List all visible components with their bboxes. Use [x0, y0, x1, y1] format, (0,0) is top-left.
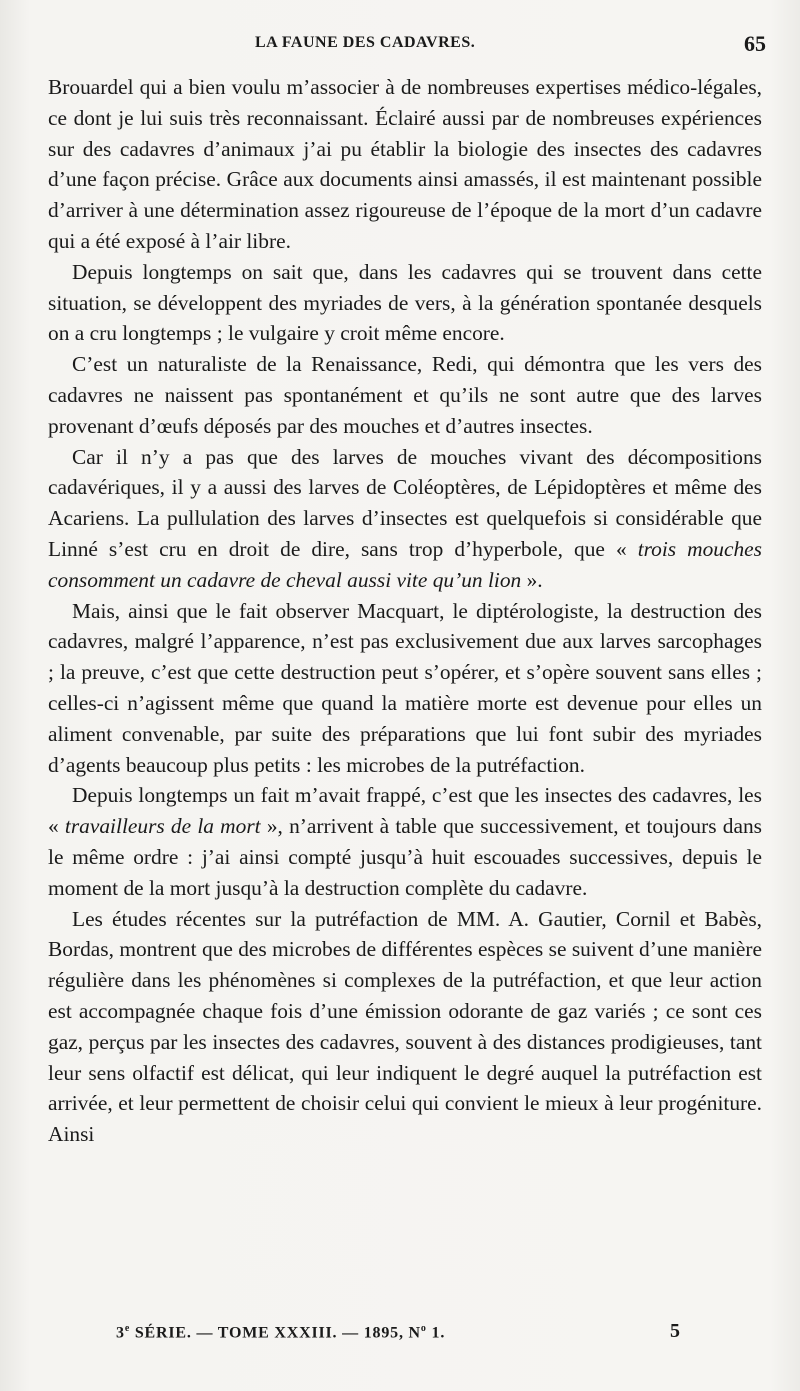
running-title: LA FAUNE DES CADAVRES.	[255, 34, 476, 51]
page-header	[0, 31, 800, 64]
text-segment: Car il n’y a pas que des larves de mouches vivant des décompositions cadavériques, il y a aussi des larves de Coléoptères, de Lépidoptères et même des Acariens. La pullulation des larves d’insectes est quelquefois si considérable que Linné s’est cru en droit de dire, sans trop d’hyperbole, que «	[48, 444, 762, 561]
signature-mark: 5	[670, 1320, 680, 1342]
page-number: 65	[744, 31, 766, 56]
italic-quote: trois mouches consomment un cadavre de cheval aussi vite qu’un lion	[48, 536, 762, 592]
italic-quote: travailleurs de la mort	[64, 814, 261, 839]
footer-signature-line: 3e SÉRIE. — TOME XXXIII. — 1895, $N^o$ 1.	[116, 1323, 446, 1342]
text-segment: ».	[521, 567, 543, 592]
paragraph	[48, 349, 762, 441]
text-segment: Mais, ainsi que le fait observer Macquart, le diptérologiste, la destruction des cadavres, malgré l’apparence, n’est pas exclusivement due aux larves sarcophages ; la preuve, c’est que cette destruction peut s’opérer, et s’opère souvent sans elles ; celles-ci n’agissent même que quand la matière morte est devenue pour elles un aliment convenable, par suite des préparations que lui font subir des myriades d’agents beaucoup plus petits : les microbes de la putréfaction.	[48, 598, 762, 777]
paragraph	[48, 596, 762, 781]
text-segment: », n’arrivent à table que successivement, et toujours dans le même ordre : j’ai ainsi compté jusqu’à huit escouades successives, depuis le moment de la mort jusqu’à la destruction complète du cadavre.	[48, 814, 762, 900]
text-segment: C’est un naturaliste de la Renaissance, Redi, qui démontra que les vers des cadavres ne naissent pas spontanément et qu’ils ne sont autre que des larves provenant d’œufs déposés par des mouches et d’autres insectes.	[48, 352, 762, 438]
text-segment: Depuis longtemps un fait m’avait frappé, c’est que les insectes des cadavres, les «	[48, 783, 762, 839]
text-segment: Depuis longtemps on sait que, dans les cadavres qui se trouvent dans cette situation, se développent des myriades de vers, à la génération spontanée desquels on a cru longtemps ; le vulgaire y croit même encore.	[48, 259, 762, 346]
text-segment: Brouardel qui a bien voulu m’associer à de nombreuses expertises médico-légales, ce dont je lui suis très reconnaissant. Éclairé aussi par de nombreuses expériences sur des cadavres d’animaux j’ai pu établir la biologie des insectes des cadavres d’une façon précise. Grâce aux documents ainsi amassés, il est maintenant possible d’arriver à une détermination assez rigoureuse de l’époque de la mort d’un cadavre qui a été exposé à l’air libre.	[48, 75, 762, 253]
paragraph	[48, 72, 762, 257]
text-segment: Les études récentes sur la putréfaction de MM. A. Gautier, Cornil et Babès, Bordas, montrent que des microbes de différentes espèces se suivent d’une manière régulière dans les phénomènes si complexes de la putréfaction, et que leur action est accompagnée chaque fois d’une émission odorante de gaz variés ; ce sont ces gaz, perçus par les insectes des cadavres, souvent à des distances prodigieuses, tant leur sens olfactif est délicat, qui leur indiquent le degré auquel la putréfaction est arrivée, et leur permettent de choisir celui qui convient le mieux à leur progéniture. Ainsi	[48, 906, 762, 1147]
paragraph	[48, 904, 762, 1150]
page-footer	[0, 1320, 800, 1353]
paragraph	[48, 257, 762, 349]
body-text	[48, 72, 762, 1150]
paragraph	[48, 442, 762, 596]
paragraph	[48, 780, 762, 903]
